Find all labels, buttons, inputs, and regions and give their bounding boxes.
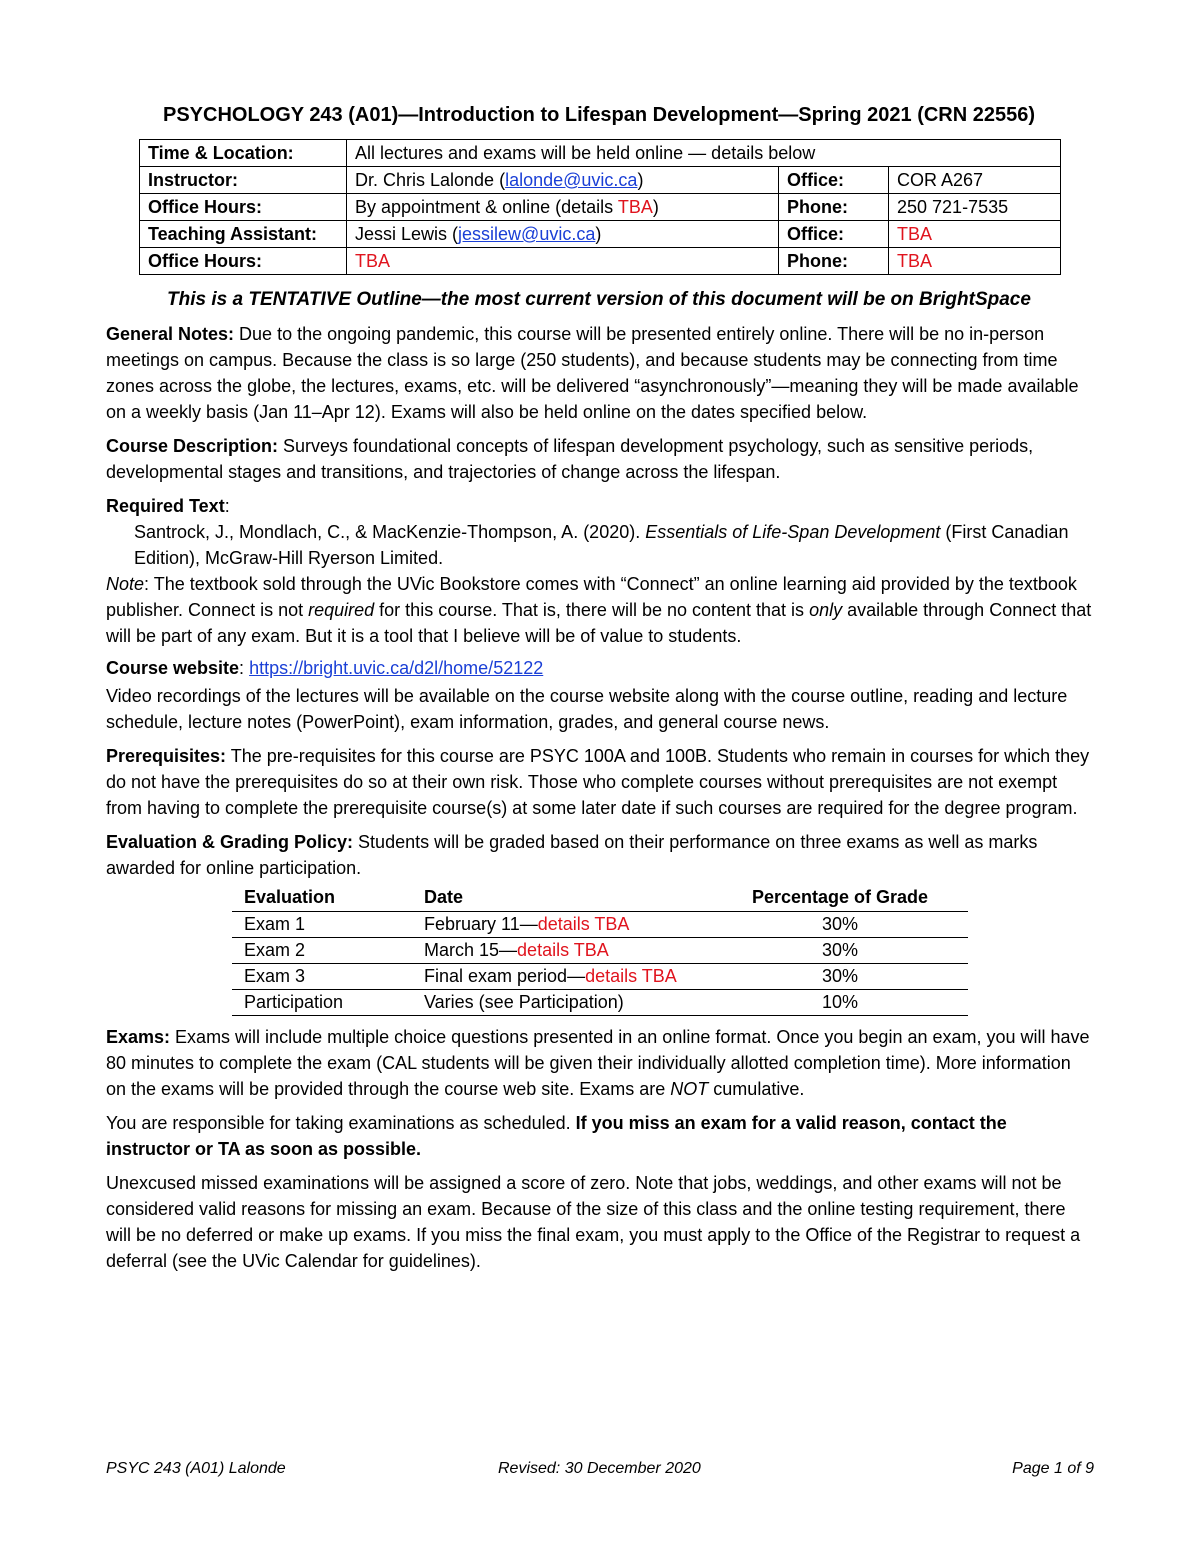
time-location-value: All lectures and exams will be held online — details below <box>347 140 1061 167</box>
footer-page-number: Page 1 of 9 <box>1012 1460 1094 1477</box>
ta-label: Teaching Assistant: <box>140 221 347 248</box>
office-hours-text: By appointment & online (details <box>355 197 618 217</box>
course-description-label: Course Description: <box>106 436 279 456</box>
office-hours-value <box>347 194 779 221</box>
ta-email-link[interactable]: jessilew@uvic.ca <box>458 224 596 244</box>
exams-label: Exams: <box>106 1027 171 1047</box>
header-date: Date <box>412 883 712 912</box>
exams <box>106 1024 1092 1102</box>
prerequisites-label: Prerequisites: <box>106 746 227 766</box>
eval-date <box>412 938 712 964</box>
instructor-name-close: ) <box>637 170 644 190</box>
eval-name: Exam 1 <box>232 912 412 938</box>
table-row <box>140 167 1061 194</box>
course-website-text: Video recordings of the lectures will be available on the course website along with the course outline, reading and lecture schedule, lecture notes (PowerPoint), exam information, grades, and general course news. <box>106 686 1068 732</box>
eval-date-tba: details TBA <box>537 914 630 934</box>
responsibility-text: You are responsible for taking examinations as scheduled. <box>106 1113 576 1133</box>
office-hours-close: ) <box>652 197 659 217</box>
eval-name: Exam 2 <box>232 938 412 964</box>
eval-date-tba: details TBA <box>585 966 677 986</box>
header-evaluation: Evaluation <box>232 883 412 912</box>
course-website-link[interactable]: https://bright.uvic.ca/d2l/home/52122 <box>249 658 544 678</box>
ta-name-close: ) <box>595 224 602 244</box>
ta-office-value: TBA <box>889 221 1061 248</box>
ta-office-label: Office: <box>779 221 889 248</box>
instructor-name: Dr. Chris Lalonde ( <box>355 170 506 190</box>
general-notes-label: General Notes: <box>106 324 235 344</box>
unexcused-exams: Unexcused missed examinations will be assigned a score of zero. Note that jobs, weddings, and other exams will not be considered valid reasons for missing an exam. Because of the size of this class and the online testing requirement, there will be no deferred or make up exams. If you miss the final exam, you must apply to the Office of the Registrar to request a deferral (see the UVic Calendar for guidelines). <box>106 1173 1081 1271</box>
ta-phone-value: TBA <box>889 248 1061 275</box>
table-row <box>140 194 1061 221</box>
instructor-label: Instructor: <box>140 167 347 194</box>
table-row <box>140 221 1061 248</box>
eval-date-text: Varies (see Participation) <box>424 992 624 1012</box>
prerequisites-text: The pre-requisites for this course are PSYC 100A and 100B. Students who remain in courses for which they do not have the prerequisites do so at their own risk. Those who complete courses without prerequisites are not exempt from having to complete the prerequisite course(s) at some later date if such courses are required for the degree program. <box>106 746 1090 818</box>
eval-date-tba: details TBA <box>517 940 609 960</box>
ref-title: Essentials of Life-Span Development <box>645 522 941 542</box>
tentative-notice: This is a TENTATIVE Outline—the most current version of this document will be on BrightSpace <box>167 289 1031 310</box>
course-description <box>106 433 1092 485</box>
eval-pct: 10% <box>712 990 968 1016</box>
note-only: only <box>809 600 843 620</box>
eval-name: Participation <box>232 990 412 1016</box>
note-text-a: : The textbook sold through the UVic Bookstore comes with “Connect” an online learning aid provided by the textbook publisher. Connect is not <box>106 574 1077 620</box>
instructor-phone-value: 250 721-7535 <box>889 194 1061 221</box>
exams-text-b: cumulative. <box>708 1079 805 1099</box>
ta-value <box>347 221 779 248</box>
header-percentage: Percentage of Grade <box>712 883 968 912</box>
document-page <box>106 104 1092 1282</box>
course-website-label: Course website <box>106 658 240 678</box>
course-info-table <box>139 139 1061 275</box>
table-header-row <box>232 883 968 912</box>
table-row <box>232 964 968 990</box>
evaluation-label: Evaluation & Grading Policy: <box>106 832 354 852</box>
note-label: Note <box>106 574 145 594</box>
course-website-colon: : <box>239 658 250 678</box>
table-row <box>140 248 1061 275</box>
office-hours-tba: TBA <box>617 197 653 217</box>
instructor-value <box>347 167 779 194</box>
ta-hours-label: Office Hours: <box>140 248 347 275</box>
time-location-label: Time & Location: <box>140 140 347 167</box>
table-row <box>232 990 968 1016</box>
textbook-reference <box>106 519 1092 571</box>
eval-pct: 30% <box>712 912 968 938</box>
note-text-c: available through Connect that will be part of any exam. But it is a tool that I believe will be of value to students. <box>106 600 1092 646</box>
general-notes-text: Due to the ongoing pandemic, this course will be presented entirely online. There will be no in-person meetings on campus. Because the class is so large (250 students), and because students may be connecting from time zones across the globe, the lectures, exams, etc. will be delivered “asynchronously”—meaning they will be made available on a weekly basis (Jan 11–Apr 12). Exams will also be held online on the dates specified below. <box>106 324 1079 422</box>
office-hours-label: Office Hours: <box>140 194 347 221</box>
footer-course: PSYC 243 (A01) Lalonde <box>106 1460 286 1477</box>
course-website <box>106 655 1092 681</box>
table-row <box>140 140 1061 167</box>
eval-pct: 30% <box>712 964 968 990</box>
note-required: required <box>308 600 375 620</box>
evaluation-text: Students will be graded based on their performance on three exams as well as marks awarded for online participation. <box>106 832 1038 878</box>
exam-responsibility <box>106 1110 1092 1162</box>
evaluation-policy <box>106 829 1092 881</box>
instructor-phone-label: Phone: <box>779 194 889 221</box>
eval-date <box>412 964 712 990</box>
prerequisites <box>106 743 1092 821</box>
eval-date <box>412 990 712 1016</box>
course-description-text: Surveys foundational concepts of lifespan development psychology, such as sensitive periods, developmental stages and transitions, and trajectories of change across the lifespan. <box>106 436 1034 482</box>
exams-text-a: Exams will include multiple choice questions presented in an online format. Once you begin an exam, you will have 80 minutes to complete the exam (CAL students will be given their individually allotted completion time). More information on the exams will be provided through the course web site. Exams are <box>106 1027 1090 1099</box>
note-text-b: for this course. That is, there will be no content that is <box>374 600 810 620</box>
required-text-label: Required Text <box>106 496 225 516</box>
instructor-office-label: Office: <box>779 167 889 194</box>
evaluation-table <box>232 883 968 1016</box>
eval-date-text: Final exam period— <box>424 966 586 986</box>
textbook-note <box>106 571 1092 649</box>
page-title: PSYCHOLOGY 243 (A01)—Introduction to Lifespan Development—Spring 2021 (CRN 22556) <box>162 104 1036 126</box>
instructor-office-value: COR A267 <box>889 167 1061 194</box>
table-row <box>232 938 968 964</box>
required-text-colon: : <box>224 496 230 516</box>
ta-phone-label: Phone: <box>779 248 889 275</box>
ta-hours-value: TBA <box>347 248 779 275</box>
ta-name: Jessi Lewis ( <box>355 224 459 244</box>
eval-date-text: February 11— <box>424 914 538 934</box>
required-text-heading <box>106 493 1092 519</box>
eval-date-text: March 15— <box>424 940 518 960</box>
ref-authors: Santrock, J., Mondlach, C., & MacKenzie-Thompson, A. (2020). <box>134 522 646 542</box>
footer-revised: Revised: 30 December 2020 <box>498 1460 701 1477</box>
eval-date <box>412 912 712 938</box>
eval-pct: 30% <box>712 938 968 964</box>
table-row <box>232 912 968 938</box>
instructor-email-link[interactable]: lalonde@uvic.ca <box>505 170 638 190</box>
responsibility-bold: If you miss an exam for a valid reason, contact the instructor or TA as soon as possible. <box>106 1113 1007 1159</box>
exams-not: NOT <box>670 1079 709 1099</box>
ref-publisher: (First Canadian Edition), McGraw-Hill Ryerson Limited. <box>134 522 1069 568</box>
eval-name: Exam 3 <box>232 964 412 990</box>
general-notes <box>106 321 1092 425</box>
